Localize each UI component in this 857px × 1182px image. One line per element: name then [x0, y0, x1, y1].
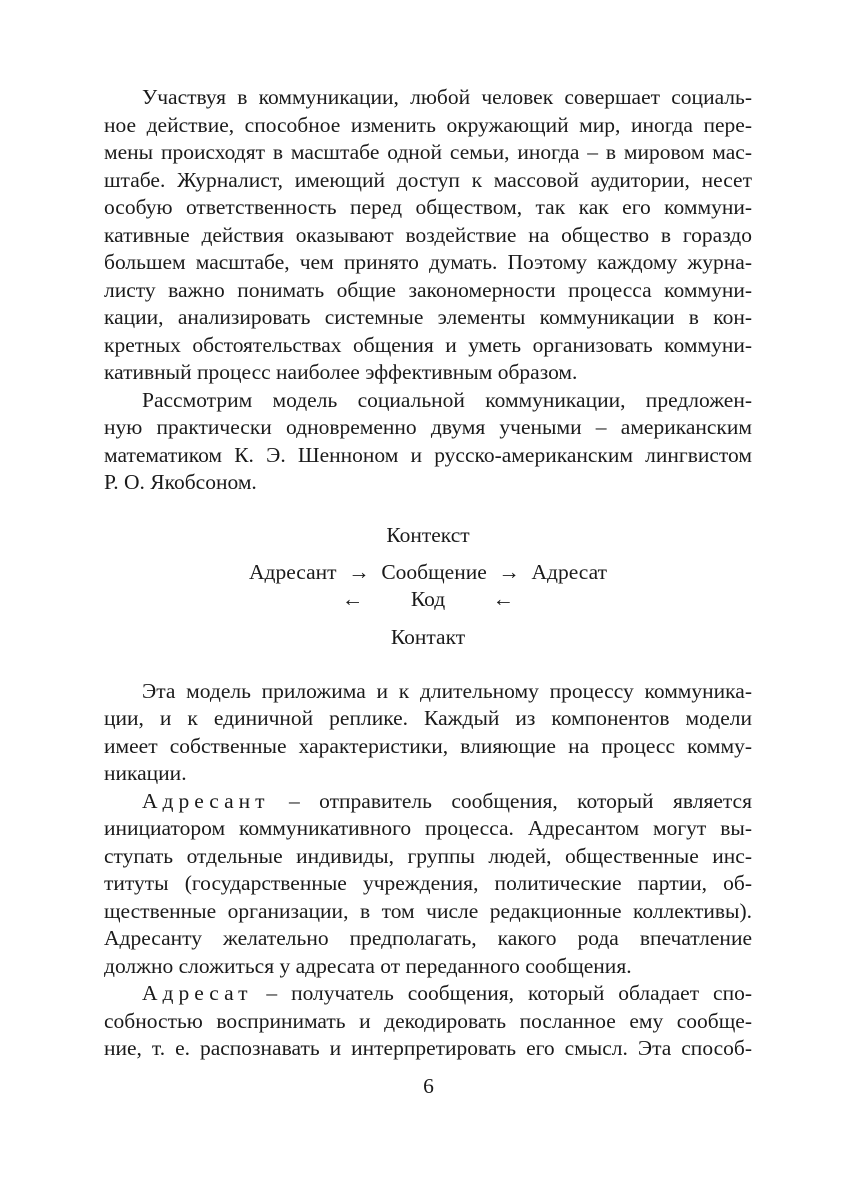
diagram-main-row [104, 559, 752, 586]
text-line: кации, анализировать системные элементы коммуникации в кон- [104, 305, 752, 329]
diagram-context-row [104, 522, 752, 549]
diagram-code: Код [410, 586, 446, 611]
text-line: имеет собственные характеристики, влияющие на процесс комму- [104, 733, 752, 758]
text-line: Рассмотрим модель социальной коммуникации, предложен- [142, 387, 752, 412]
text-line: кативные действия оказывают воздействие на общество в гораздо [104, 222, 752, 247]
definition-start: – получатель сообщения, который обладает спо- [252, 981, 752, 1005]
paragraph-4 [104, 788, 752, 981]
arrow-right-icon: → [348, 559, 370, 584]
diagram-contact: Контакт [390, 624, 466, 649]
text-line: ние, т. е. распознавать и интерпретировать его смысл. Эта способ- [104, 1036, 752, 1060]
arrow-right-icon: → [498, 559, 520, 584]
text-line: ную практически одновременно двумя учеными – американским [104, 415, 752, 439]
text-line: никации. [104, 761, 187, 785]
paragraph-5 [104, 980, 752, 1063]
text-line: ное действие, способное изменить окружающий мир, иногда пере- [104, 112, 752, 137]
paragraph-2 [104, 387, 752, 497]
diagram-message: Сообщение [381, 559, 487, 584]
text-line: особую ответственность перед обществом, так как его коммуни- [104, 195, 752, 219]
text-line: собностью воспринимать и декодировать посланное ему сообще- [104, 1008, 752, 1033]
paragraph-1 [104, 84, 752, 387]
text-line: щественные организации, в том числе редакционные коллективы). [104, 898, 752, 923]
text-line: математиком К. Э. Шенноном и русско-американским лингвистом [104, 442, 752, 467]
arrow-left-icon: ← [341, 586, 364, 611]
text-line: инициатором коммуникативного процесса. Адресантом могут вы- [104, 816, 752, 840]
text-line: кретных обстоятельствах общения и уметь организовать коммуни- [104, 332, 752, 357]
diagram-context: Контекст [386, 522, 470, 547]
spacer [104, 664, 752, 678]
text-line: листу важно понимать общие закономерности процесса коммуни- [104, 277, 752, 302]
text-line: кативный процесс наиболее эффективным образом. [104, 360, 578, 384]
text-line: штабе. Журналист, имеющий доступ к массовой аудитории, несет [104, 167, 752, 192]
definition-start: – отправитель сообщения, который является [269, 788, 752, 813]
text-line: титуты (государственные учреждения, политические партии, об- [104, 871, 752, 895]
text-line: ции, и к единичной реплике. Каждый из компонентов модели [104, 706, 752, 730]
text-line: Р. О. Якобсоном. [104, 470, 257, 494]
page-body [104, 84, 752, 1063]
text-line [104, 980, 752, 1008]
text-line [104, 788, 752, 816]
text-line: Адресанту желательно предполагать, какого рода впечатление [104, 926, 752, 950]
text-line: должно сложиться у адресата от переданного сообщения. [104, 953, 632, 978]
diagram-addresser: Адресант [249, 559, 337, 584]
text-line: мены происходят в масштабе одной семьи, иногда – в мировом мас- [104, 140, 752, 164]
communication-model-diagram [104, 514, 752, 664]
diagram-addressee: Адресат [531, 559, 607, 584]
diagram-contact-row [104, 624, 752, 651]
text-line: Эта модель приложима и к длительному процессу коммуника- [142, 678, 752, 703]
term-addressee: Адресат [142, 981, 253, 1005]
diagram-code-row [104, 586, 752, 613]
paragraph-3 [104, 678, 752, 788]
term-addresser: Адресант [142, 788, 270, 813]
text-line: большем масштабе, чем принято думать. Поэтому каждому журна- [104, 250, 752, 274]
text-line: Участвуя в коммуникации, любой человек совершает социаль- [142, 85, 752, 109]
text-line: ступать отдельные индивиды, группы людей, общественные инс- [104, 843, 752, 868]
page-number: 6 [423, 1074, 434, 1098]
arrow-left-icon: ← [492, 586, 515, 611]
